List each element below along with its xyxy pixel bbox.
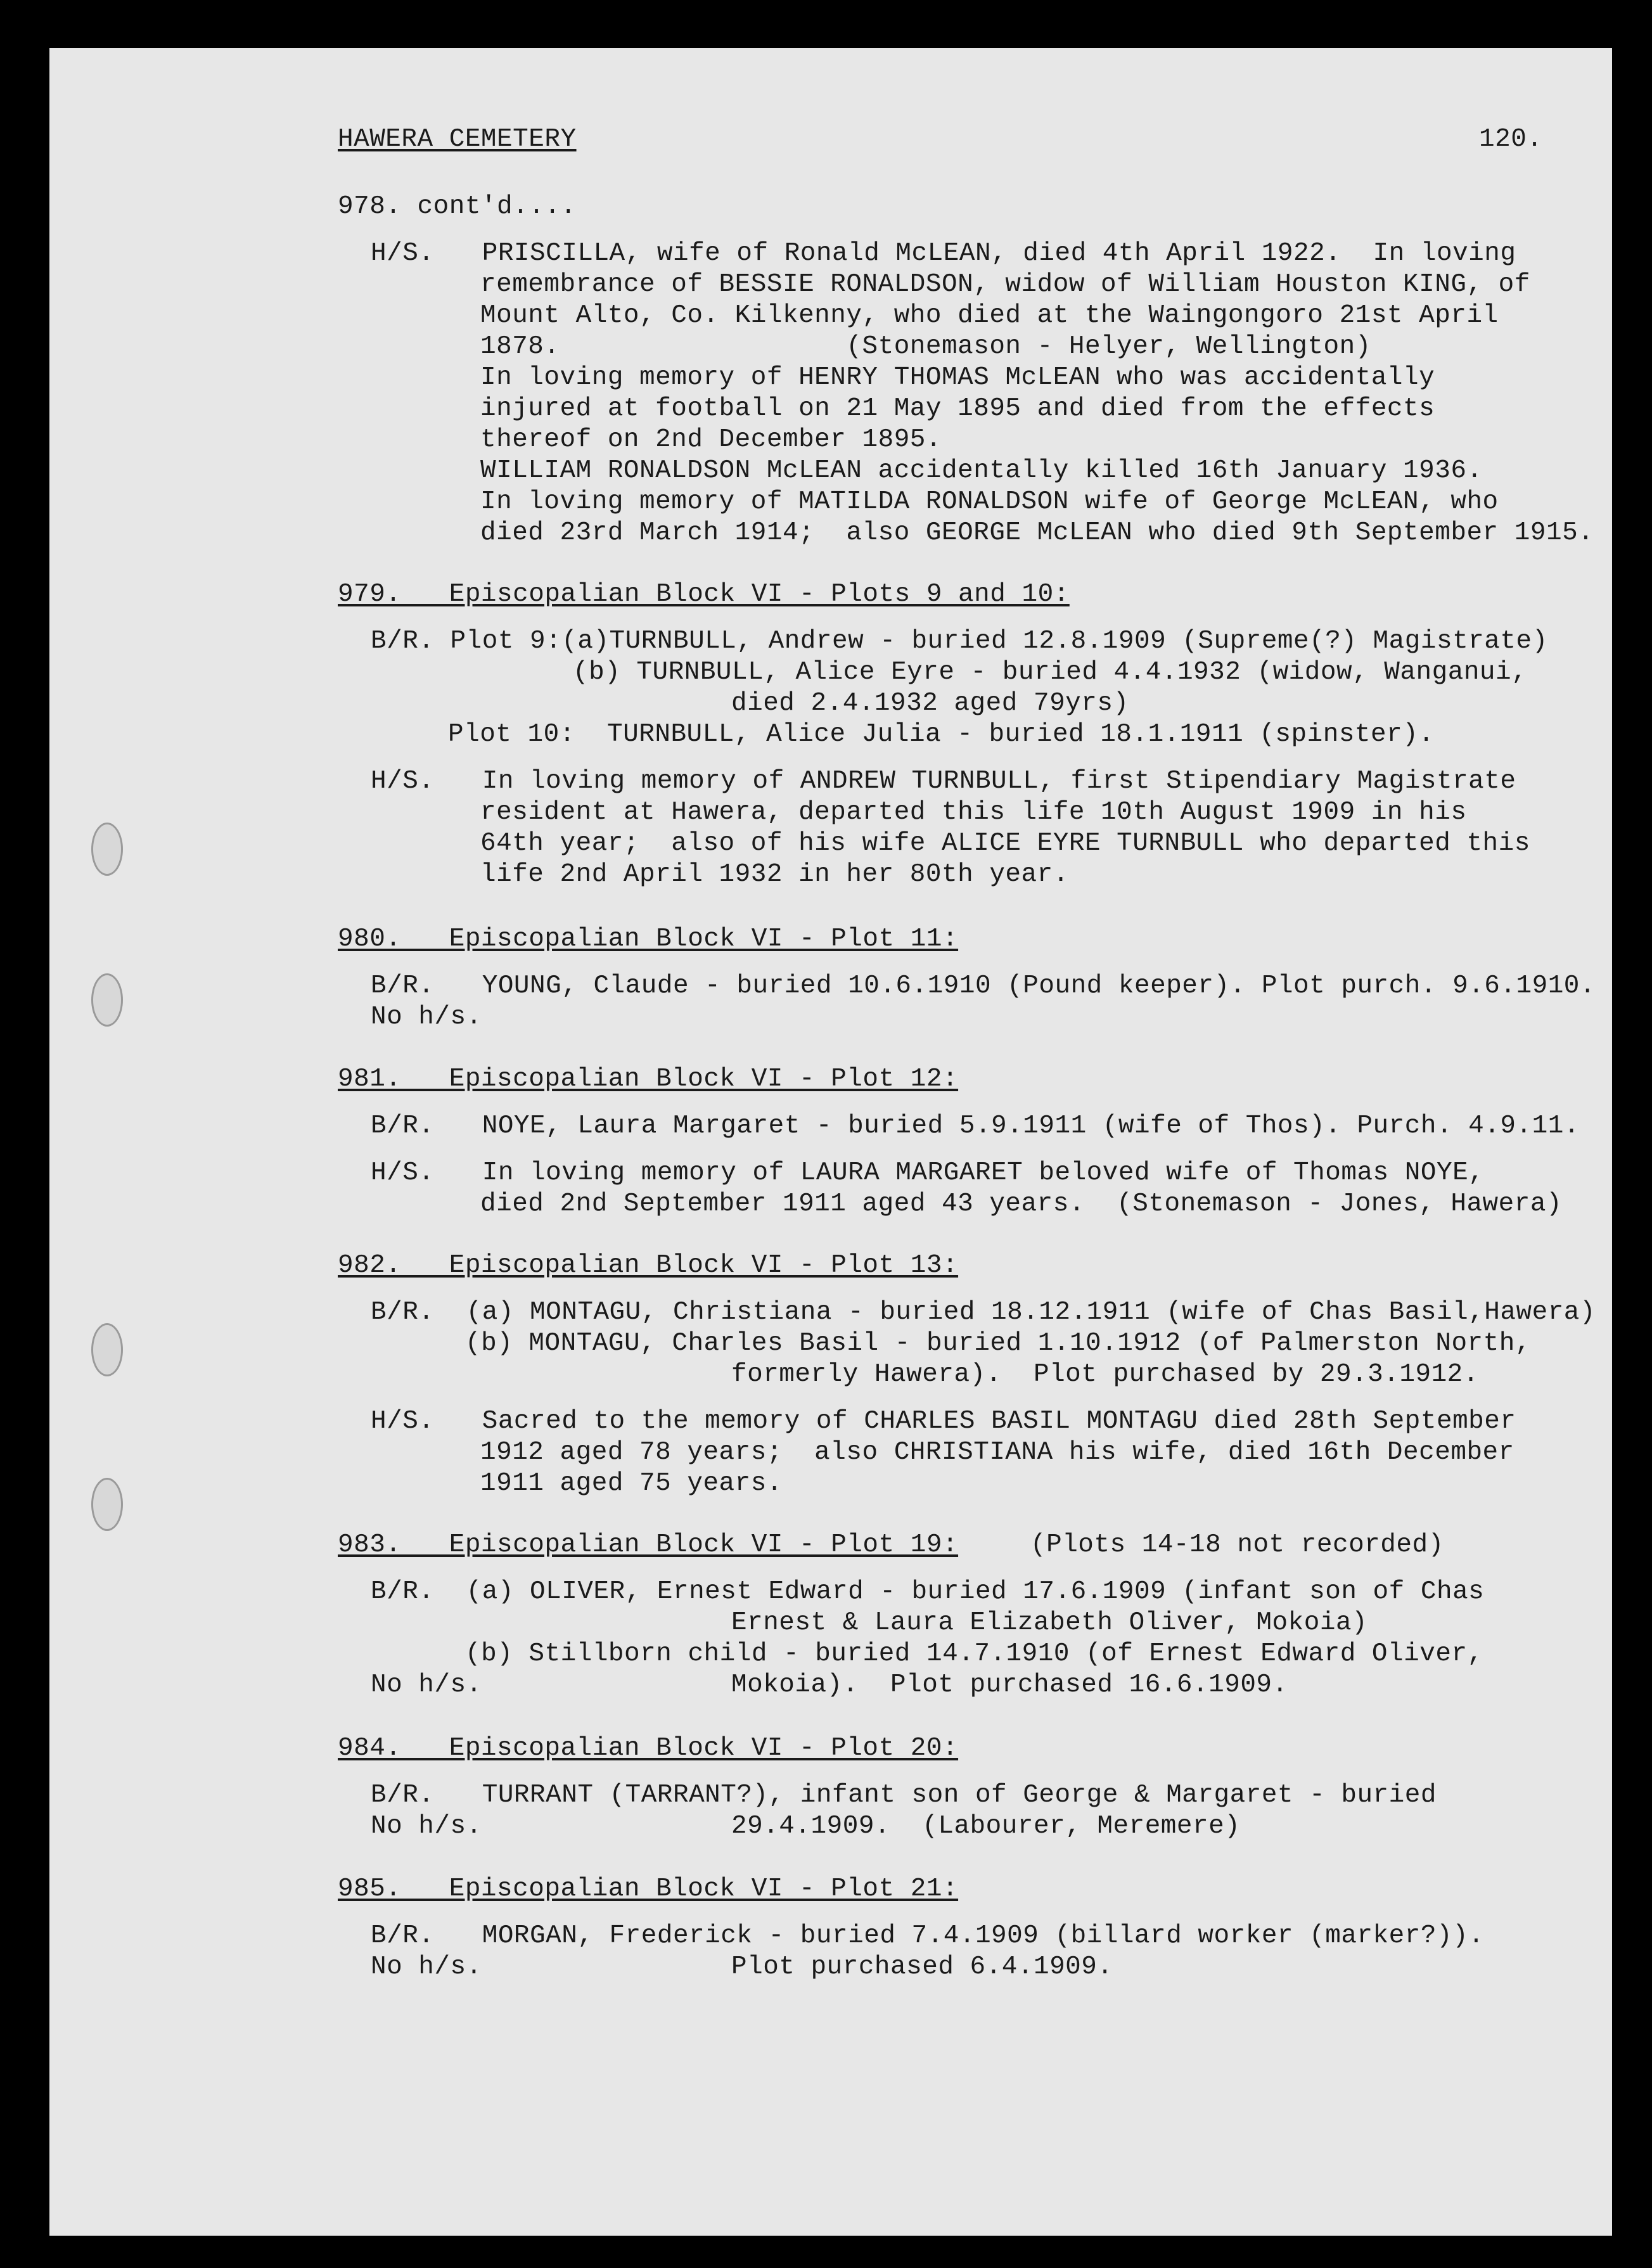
entry-line: B/R. TURRANT (TARRANT?), infant son of George & Margaret - buried xyxy=(371,1781,1437,1810)
entry-line: No h/s. xyxy=(371,1670,482,1700)
entry-line: thereof on 2nd December 1895. xyxy=(480,425,942,454)
entry-line: No h/s. xyxy=(371,1812,482,1841)
entry-line: died 2.4.1932 aged 79yrs) xyxy=(731,689,1129,718)
entry-line: Mokoia). Plot purchased 16.6.1909. xyxy=(731,1670,1288,1700)
entry-heading: 984. Episcopalian Block VI - Plot 20: xyxy=(338,1734,959,1763)
entry-line: (b) TURNBULL, Alice Eyre - buried 4.4.1932 (widow, Wanganui, xyxy=(573,658,1528,687)
entry-heading: 978. cont'd.... xyxy=(338,192,577,221)
entry-line: died 23rd March 1914; also GEORGE McLEAN who died 9th September 1915. xyxy=(480,518,1594,548)
entry-line: 29.4.1909. (Labourer, Meremere) xyxy=(731,1812,1241,1841)
entry-line: remembrance of BESSIE RONALDSON, widow of William Houston KING, of xyxy=(480,270,1530,299)
entry-heading: 983. Episcopalian Block VI - Plot 19: xyxy=(338,1530,959,1560)
entry-line: B/R. (a) OLIVER, Ernest Edward - buried 17.6.1909 (infant son of Chas xyxy=(371,1577,1485,1606)
entry-line: WILLIAM RONALDSON McLEAN accidentally killed 16th January 1936. xyxy=(480,456,1483,485)
entry-line: formerly Hawera). Plot purchased by 29.3.1912. xyxy=(731,1360,1479,1389)
entry-line: 1911 aged 75 years. xyxy=(480,1469,783,1498)
entry-note: (Plots 14-18 not recorded) xyxy=(1030,1530,1444,1560)
entry-line: resident at Hawera, departed this life 10th August 1909 in his xyxy=(480,798,1467,827)
entry-line: H/S. In loving memory of LAURA MARGARET beloved wife of Thomas NOYE, xyxy=(371,1158,1485,1188)
entry-heading: 982. Episcopalian Block VI - Plot 13: xyxy=(338,1251,959,1280)
entry-line: 64th year; also of his wife ALICE EYRE TURNBULL who departed this xyxy=(480,829,1530,858)
entry-line: No h/s. xyxy=(371,1952,482,1982)
entry-heading: 981. Episcopalian Block VI - Plot 12: xyxy=(338,1065,959,1094)
entry-line: In loving memory of MATILDA RONALDSON wife of George McLEAN, who xyxy=(480,487,1499,516)
entry-line: H/S. In loving memory of ANDREW TURNBULL, first Stipendiary Magistrate xyxy=(371,767,1516,796)
entry-heading: 985. Episcopalian Block VI - Plot 21: xyxy=(338,1874,959,1904)
entry-line: B/R. YOUNG, Claude - buried 10.6.1910 (Pound keeper). Plot purch. 9.6.1910. xyxy=(371,971,1596,1001)
entry-line: (b) Stillborn child - buried 14.7.1910 (of Ernest Edward Oliver, xyxy=(465,1639,1483,1669)
entry-line: 1912 aged 78 years; also CHRISTIANA his wife, died 16th December xyxy=(480,1438,1514,1467)
entry-line: In loving memory of HENRY THOMAS McLEAN who was accidentally xyxy=(480,363,1435,392)
page-number: 120. xyxy=(1479,125,1543,154)
punch-hole xyxy=(91,973,123,1027)
entry-line: Mount Alto, Co. Kilkenny, who died at the Waingongoro 21st April xyxy=(480,301,1499,330)
scan-speck xyxy=(172,25,181,39)
entry-line: H/S. PRISCILLA, wife of Ronald McLEAN, died 4th April 1922. In loving xyxy=(371,239,1516,268)
entry-line: B/R. MORGAN, Frederick - buried 7.4.1909 (billard worker (marker?)). xyxy=(371,1921,1485,1951)
entry-line: died 2nd September 1911 aged 43 years. (Stonemason - Jones, Hawera) xyxy=(480,1189,1563,1219)
entry-line: Ernest & Laura Elizabeth Oliver, Mokoia) xyxy=(731,1608,1368,1637)
entry-line: No h/s. xyxy=(371,1003,482,1032)
entry-line: B/R. NOYE, Laura Margaret - buried 5.9.1911 (wife of Thos). Purch. 4.9.11. xyxy=(371,1112,1580,1141)
entry-line: Plot purchased 6.4.1909. xyxy=(731,1952,1113,1982)
punch-hole xyxy=(91,1478,123,1531)
punch-hole xyxy=(91,1323,123,1376)
punch-hole xyxy=(91,823,123,876)
entry-line: injured at football on 21 May 1895 and died from the effects xyxy=(480,394,1435,423)
entry-line: B/R. Plot 9:(a)TURNBULL, Andrew - buried 12.8.1909 (Supreme(?) Magistrate) xyxy=(371,627,1548,656)
entry-line: 1878. (Stonemason - Helyer, Wellington) xyxy=(480,332,1371,361)
page-title: HAWERA CEMETERY xyxy=(338,125,577,154)
entry-heading: 980. Episcopalian Block VI - Plot 11: xyxy=(338,925,959,954)
scan-speck xyxy=(1596,28,1602,39)
entry-line: life 2nd April 1932 in her 80th year. xyxy=(480,860,1069,889)
entry-heading: 979. Episcopalian Block VI - Plots 9 and 10: xyxy=(338,580,1070,609)
entry-line: Plot 10: TURNBULL, Alice Julia - buried 18.1.1911 (spinster). xyxy=(448,720,1435,749)
entry-line: B/R. (a) MONTAGU, Christiana - buried 18.12.1911 (wife of Chas Basil,Hawera) xyxy=(371,1298,1596,1327)
entry-line: (b) MONTAGU, Charles Basil - buried 1.10.1912 (of Palmerston North, xyxy=(465,1329,1531,1358)
entry-line: H/S. Sacred to the memory of CHARLES BASIL MONTAGU died 28th September xyxy=(371,1407,1516,1436)
